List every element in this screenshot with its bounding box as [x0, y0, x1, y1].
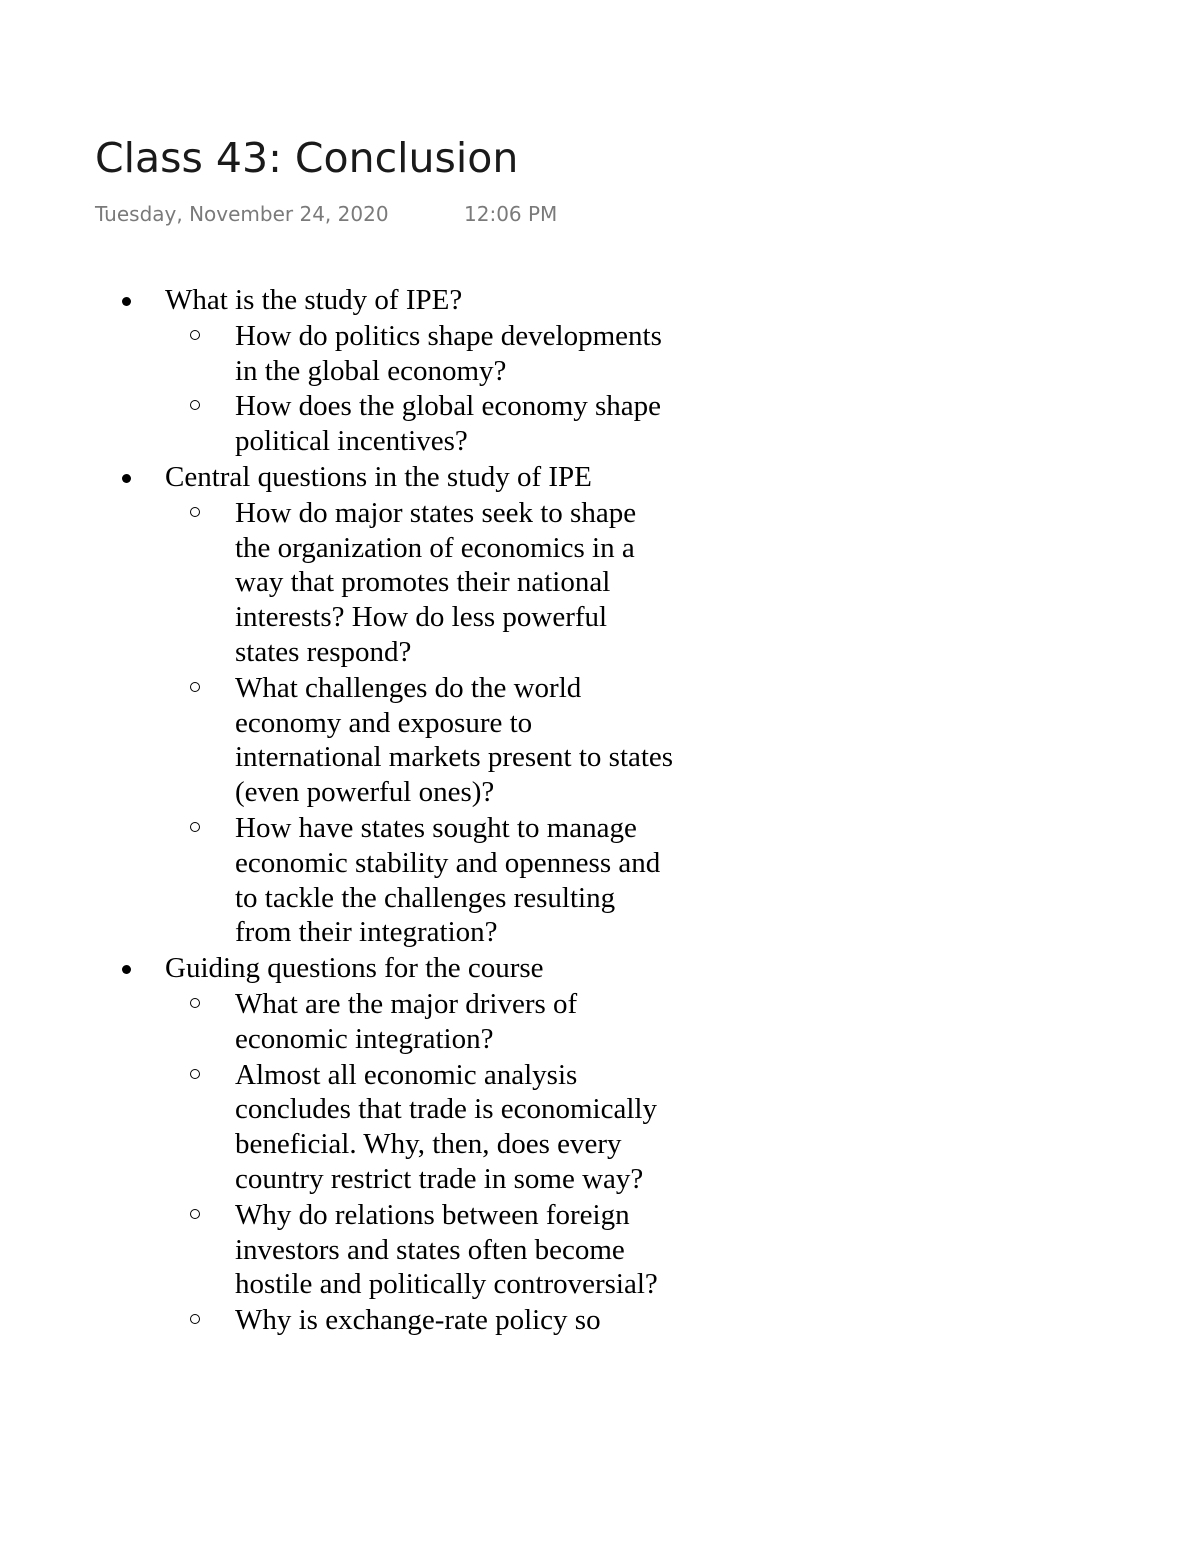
sub-list-item	[0, 1198, 675, 1302]
sub-list-item-text: How do politics shape developments in the global economy?	[235, 319, 662, 387]
bullet-circle-icon	[190, 998, 200, 1008]
sub-list-item-text: How have states sought to manage economic stability and openness and to tackle the challenges resulting from their integration?	[235, 811, 661, 949]
bullet-disc-icon	[122, 965, 131, 974]
sub-list-item	[0, 389, 675, 459]
sub-list-item-text: Almost all economic analysis concludes that trade is economically beneficial. Why, then, does every country restrict trade in some way?	[235, 1058, 657, 1195]
sub-list-item	[0, 671, 675, 810]
bullet-disc-icon	[122, 474, 131, 483]
sub-list-item-text: How do major states seek to shape the organization of economics in a way that promotes their national interests? How do less powerful states respond?	[235, 496, 637, 668]
note-date: Tuesday, November 24, 2020	[95, 202, 389, 226]
sub-list-item-text: How does the global economy shape political incentives?	[235, 390, 662, 458]
bullet-circle-icon	[190, 1069, 200, 1079]
bullet-circle-icon	[190, 507, 200, 517]
list-item	[0, 460, 685, 495]
bullet-circle-icon	[190, 330, 200, 340]
note-time: 12:06 PM	[464, 202, 558, 226]
sub-list-item-text: Why is exchange-rate policy so	[235, 1304, 601, 1337]
bullet-circle-icon	[190, 822, 200, 832]
sub-list-item-text: What challenges do the world economy and exposure to international markets present to states (even powerful ones)?	[235, 671, 674, 809]
sub-list-item	[0, 1303, 675, 1338]
bullet-disc-icon	[122, 297, 131, 306]
list-item-text: Guiding questions for the course	[165, 952, 544, 985]
bullet-circle-icon	[190, 400, 200, 410]
sub-list-item	[0, 1058, 675, 1197]
sub-list-item	[0, 319, 675, 389]
bullet-circle-icon	[190, 1209, 200, 1219]
list-item	[0, 283, 685, 318]
sub-list-item	[0, 811, 675, 950]
sub-list-item	[0, 987, 675, 1057]
sub-list-item-text: Why do relations between foreign investors and states often become hostile and politically controversial?	[235, 1198, 658, 1301]
list-item-text: What is the study of IPE?	[165, 284, 463, 316]
list-item-text: Central questions in the study of IPE	[165, 460, 592, 493]
sub-list-item	[0, 496, 675, 670]
list-item	[0, 951, 685, 986]
sub-list-item-text: What are the major drivers of economic integration?	[235, 987, 578, 1055]
page-title: Class 43: Conclusion	[95, 134, 519, 182]
bullet-circle-icon	[190, 682, 200, 692]
bullet-list	[0, 283, 1200, 1339]
bullet-circle-icon	[190, 1314, 200, 1324]
